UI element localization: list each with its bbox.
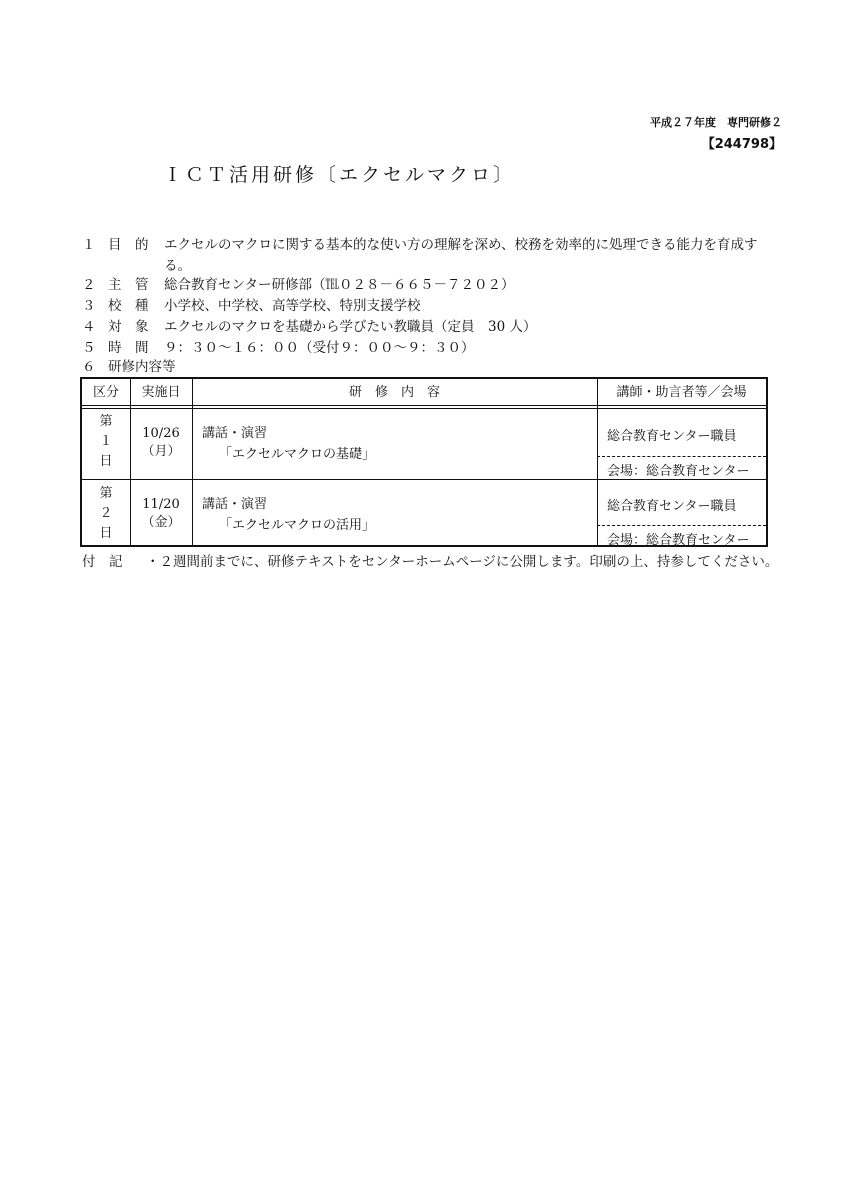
item-value: エクセルのマクロに関する基本的な使い方の理解を深め、校務を効率的に処理できる能力を育成する。: [164, 237, 758, 274]
content-cell-2: [202, 494, 375, 536]
item-number: ６: [82, 359, 96, 375]
item-contents: [82, 357, 772, 378]
item-label: 対 象: [108, 319, 149, 335]
item-label: 研修内容等: [108, 359, 176, 375]
weekday-value: （月）: [141, 444, 181, 459]
date-cell-2: [130, 496, 192, 532]
item-target: [82, 317, 772, 338]
footnote-label: 付 記: [82, 554, 123, 570]
weekday-value: （金）: [141, 515, 181, 530]
content-sub: 「エクセルマクロの基礎」: [219, 447, 376, 462]
day-char: ２: [99, 506, 113, 521]
item-number: ４: [82, 319, 96, 335]
item-label: 主 管: [108, 277, 149, 293]
dashed-divider: [597, 456, 766, 457]
item-number: ２: [82, 277, 96, 293]
day-char: １: [99, 434, 113, 449]
item-label: 校 種: [108, 298, 149, 314]
year-course-label: 平成２７年度 専門研修２: [650, 116, 782, 129]
header-divider: [82, 405, 766, 409]
day-label-2: [82, 484, 130, 544]
content-main: 講話・演習: [202, 497, 268, 512]
day-char: 日: [99, 526, 113, 541]
course-code: 【244798】: [701, 137, 782, 152]
item-number: ５: [82, 340, 96, 356]
row-divider: [82, 479, 766, 480]
item-label: 時 間: [108, 340, 149, 356]
document-title: ＩＣＴ活用研修〔エクセルマクロ〕: [163, 164, 516, 186]
item-purpose: [82, 235, 772, 277]
item-time: [82, 338, 772, 359]
header-date: 実施日: [141, 385, 181, 400]
day-label-1: [82, 412, 130, 472]
item-school-type: [82, 296, 772, 317]
footnote-text: ・２週間前までに、研修テキストをセンターホームページに公開します。印刷の上、持参してください。: [146, 554, 779, 570]
day-char: 日: [99, 454, 113, 469]
item-label: 目 的: [108, 237, 149, 253]
content-main: 講話・演習: [202, 426, 268, 441]
date-value: 11/20: [142, 497, 180, 512]
date-value: 10/26: [142, 426, 180, 441]
date-cell-1: [130, 425, 192, 461]
item-value: 小学校、中学校、高等学校、特別支援学校: [164, 298, 421, 314]
venue-1: 会場：総合教育センター: [607, 464, 750, 479]
header-content: 研 修 内 容: [348, 385, 440, 400]
dashed-divider: [597, 525, 766, 526]
content-cell-1: [202, 423, 375, 465]
content-sub: 「エクセルマクロの活用」: [219, 518, 376, 533]
day-char: 第: [99, 486, 113, 501]
venue-2: 会場：総合教育センター: [607, 533, 750, 548]
lecturer-1: 総合教育センター職員: [607, 429, 737, 444]
item-value: エクセルのマクロを基礎から学びたい教職員（定員 30 人）: [164, 319, 537, 335]
item-organizer: [82, 275, 772, 296]
item-number: ３: [82, 298, 96, 314]
item-value: ９：３０～１６：００（受付９：００～９：３０）: [164, 340, 475, 356]
header-kubun: 区分: [92, 385, 119, 400]
day-char: 第: [99, 414, 113, 429]
lecturer-2: 総合教育センター職員: [607, 499, 737, 514]
header-lecturer: 講師・助言者等／会場: [616, 385, 747, 400]
item-number: １: [82, 237, 96, 253]
item-value: 総合教育センター研修部（℡０２８－６６５－７２０２）: [164, 277, 515, 293]
footnote: [82, 550, 778, 570]
schedule-table: [80, 377, 768, 547]
